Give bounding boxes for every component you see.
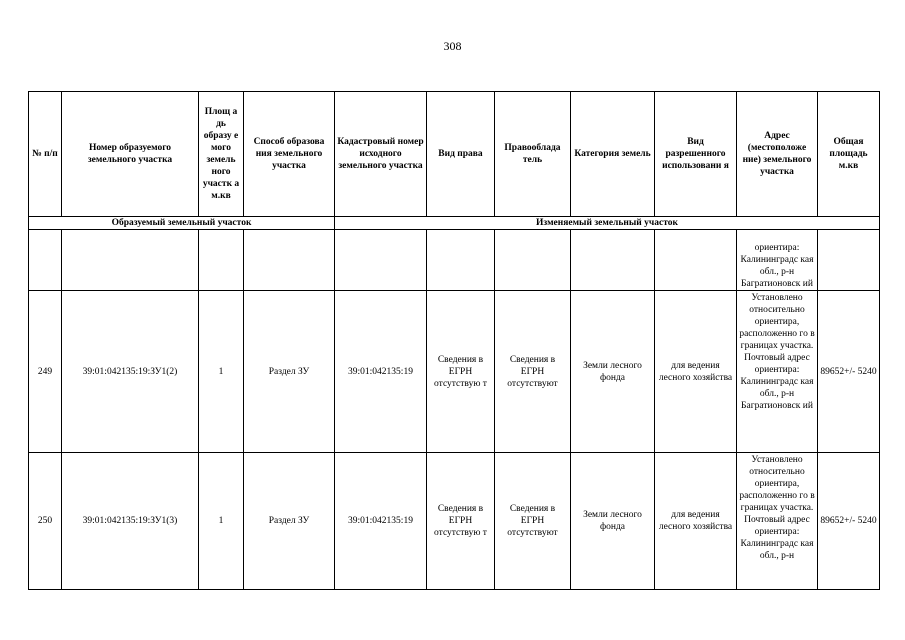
cell-method: Раздел ЗУ (244, 453, 335, 590)
header-total-area: Общая площадь м.кв (818, 92, 880, 217)
header-category: Категория земель (571, 92, 655, 217)
table-row (29, 291, 880, 453)
cell-area: 1 (199, 453, 244, 590)
cell-permitted-use: для ведения лесного хозяйства (655, 453, 737, 590)
cell-area: 1 (199, 291, 244, 453)
cell-empty (62, 230, 199, 291)
cell-empty (29, 230, 62, 291)
cell-right-type: Сведения в ЕГРН отсутствую т (427, 453, 495, 590)
page-number: 308 (443, 39, 462, 53)
cell-plot-number: 39:01:042135:19:ЗУ1(3) (62, 453, 199, 590)
header-right-type: Вид права (427, 92, 495, 217)
cell-cadastral: 39:01:042135:19 (335, 291, 427, 453)
cell-empty (495, 230, 571, 291)
header-num: № п/п (29, 92, 62, 217)
cell-empty (427, 230, 495, 291)
table-header-row (29, 92, 880, 217)
cell-total-area: 89652+/- 5240 (818, 291, 880, 453)
cell-empty (244, 230, 335, 291)
cell-empty (199, 230, 244, 291)
land-plots-table (28, 91, 880, 590)
cell-plot-number: 39:01:042135:19:ЗУ1(2) (62, 291, 199, 453)
table-row (29, 453, 880, 590)
table-row-continuation (29, 230, 880, 291)
cell-category: Земли лесного фонда (571, 453, 655, 590)
header-address: Адрес (местоположе ние) земельного участка (737, 92, 818, 217)
section-changed: Изменяемый земельный участок (335, 217, 880, 230)
cell-category: Земли лесного фонда (571, 291, 655, 453)
cell-holder: Сведения в ЕГРН отсутствуют (495, 453, 571, 590)
section-row (29, 217, 880, 230)
header-method: Способ образова ния земельного участка (244, 92, 335, 217)
cell-empty (818, 230, 880, 291)
section-formed: Образуемый земельный участок (29, 217, 335, 230)
cell-empty (571, 230, 655, 291)
cell-num: 249 (29, 291, 62, 453)
cell-empty (655, 230, 737, 291)
cell-permitted-use: для ведения лесного хозяйства (655, 291, 737, 453)
cell-num: 250 (29, 453, 62, 590)
cell-address: Установлено относительно ориентира, расположенно го в границах участка. Почтовый адрес ориентира: Калининградс кая обл., р-н (737, 453, 818, 590)
cell-total-area: 89652+/- 5240 (818, 453, 880, 590)
cell-right-type: Сведения в ЕГРН отсутствую т (427, 291, 495, 453)
header-holder: Правооблада тель (495, 92, 571, 217)
cell-method: Раздел ЗУ (244, 291, 335, 453)
cell-empty (335, 230, 427, 291)
header-cadastral: Кадастровый номер исходного земельного участка (335, 92, 427, 217)
cell-holder: Сведения в ЕГРН отсутствуют (495, 291, 571, 453)
header-area: Площ а дь образу е мого земель ного участк а м.кв (199, 92, 244, 217)
cell-cadastral: 39:01:042135:19 (335, 453, 427, 590)
cell-address: Установлено относительно ориентира, расположенно го в границах участка. Почтовый адрес ориентира: Калининградс кая обл., р-н Багратионовск ий (737, 291, 818, 453)
cell-address: ориентира: Калининградс кая обл., р-н Багратионовск ий (737, 230, 818, 291)
header-plot-number: Номер образуемого земельного участка (62, 92, 199, 217)
header-permitted-use: Вид разрешенного использовани я (655, 92, 737, 217)
